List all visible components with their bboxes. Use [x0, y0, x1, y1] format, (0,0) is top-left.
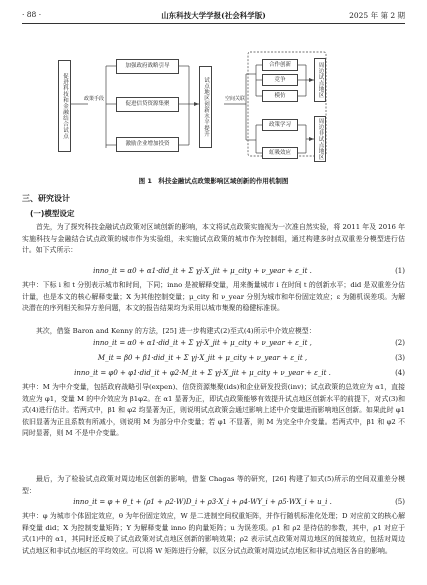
pilot-policy-box [58, 60, 71, 152]
mechanism-box-4 [262, 119, 298, 131]
mechanism-box-1 [262, 59, 298, 71]
figure-caption: 图 1 科技金融试点政策影响区域创新的作用机制图 [138, 177, 289, 185]
equation-4: inno_it = φ0 + φ1·did_it + φ2·M_it + Σ γj·X_jit + μ_city + ν_year + ε_it . [74, 369, 331, 377]
page-number: · 88 · [22, 10, 42, 19]
paragraph-1: 首先，为了探究科技金融试点政策对区域创新的影响，本文将试点政策实施视为一次准自然实验，将 2011 年及 2016 年实施科技与金融结合试点政策的城市作为实验组，未实施试点政策的城市作为控制组，通过构建多时点双重差分模型进行估计。如下式所示： [22, 223, 405, 254]
neighbor-nonpilot-box [314, 116, 326, 162]
journal-title: 山东科技大学学报(社会科学版) [161, 11, 266, 20]
policy-tool-box-3 [116, 137, 179, 152]
mechanism-box-2 [262, 74, 298, 86]
mechanism-3-label: 模仿 [274, 92, 286, 99]
equation-3: M_it = β0 + β1·did_it + Σ γj·X_jit + μ_city + ν_year + ε_it , [97, 354, 308, 362]
equation-3-number: (3) [395, 354, 405, 362]
pilot-policy-label: 促进科技和金融结合试点 [61, 73, 68, 139]
equation-2-number: (2) [395, 339, 405, 347]
mechanism-4-label: 政策学习 [268, 121, 291, 128]
mechanism-1-label: 合作创新 [268, 61, 291, 68]
mechanism-2-label: 竞争 [274, 76, 286, 83]
section-heading: 三、研究设计 [22, 194, 70, 203]
innovation-label: 试点地区创新水平提升 [202, 77, 209, 137]
equation-5-number: (5) [395, 498, 405, 506]
equation-5: inno_it = φ + θ_t + (ρ1 + ρ2·W)D_i + ρ3·X_i + ρ4·WY_i + ρ5·WX_i + u_i . [73, 498, 332, 506]
paragraph-2: 其中：下标 i 和 t 分别表示城市和时间，下同；inno 是被解释变量，用来衡量城市 i 在时间 t 的创新水平；did 是双重差分估计量，也是本文的核心解释变量；X 为其他控制变量；μ_city 和 ν_year 分别为城市和年份固定效应；ε 为随机误差项。为解决潜在的序列相关和异方差问题，本文的报告结果均为采用以城市集聚的稳健标准误。 [22, 281, 405, 312]
policy-means-label: 政策手段 [84, 96, 105, 102]
paragraph-3: 其次，借鉴 Baron and Kenny 的方法，[25] 进一步构建式(2)至式(4)所示中介效应模型： [36, 327, 316, 335]
spatial-link-label: 空间关联 [225, 96, 246, 102]
policy-tool-1-label: 加强政府战略引导 [125, 63, 170, 70]
paragraph-5: 最后，为了检验试点政策对周边地区创新的影响，借鉴 Chagas 等的研究，[26] 构建了如式(5)所示的空间双重差分模型： [22, 475, 405, 495]
neighbor-nonpilot-label: 周边非试点地区 [317, 118, 324, 160]
paragraph-6: 其中：φ 为城市个体固定效应，θ 为年份固定效应，W 是二进制空间权重矩阵，并作行随机标准化处理；D 对应前文的核心解释变量 did；X 为控制变量矩阵；Y 为解释变量 inno 的向量矩阵；u 为误差项。ρ1 和 ρ2 是待估的参数，其中，ρ1 对应于式(1)中的 α1，其同时还反映了试点政策对试点地区创新的影响效果；ρ2 表示试点政策对周边地区的间接效应，包括对周边试点地区和非试点地区的平均效应。可以将 W 矩阵进行分解，以区分试点政策对周边试点地区和非试点地区各自的影响。 [22, 512, 405, 555]
mechanism-box-5 [262, 147, 298, 159]
neighbor-pilot-label: 周边试点地区 [317, 62, 324, 98]
paragraph-4: 其中：M 为中介变量，包括政府战略引导(expen)、信贷资源集聚(ids)和企业研发投资(inv)；试点政策的总效应为 α1，直接效应为 φ1，变量 M 的中介效应为 β1φ2。在 α1 显著为正，即试点政策能够有效提升试点地区创新水平的前提下，对式(3)和式(4)进行估计。若两式中，β1 和 φ2 均显著为正，则说明试点政策会通过影响上述中介变量进而影响地区创新。如果此时 φ1 依旧显著为正且系数有所减小，则说明 M 为部分中介变量；若 φ1 不显著，则 M 为完全中介变量。若两式中，β1 和 φ2 不同时显著，则 M 不是中介变量。 [22, 383, 405, 437]
subsection-heading: (一)模型设定 [30, 209, 75, 218]
equation-1: inno_it = α0 + α1·did_it + Σ γj·X_jit + μ_city + ν_year + ε_it . [93, 267, 312, 275]
policy-tool-box-2 [116, 97, 179, 112]
mechanism-5-label: 虹吸效应 [268, 149, 291, 156]
policy-tool-3-label: 激励企业增加投资 [125, 141, 170, 148]
equation-1-number: (1) [395, 267, 405, 275]
policy-tool-box-1 [116, 59, 179, 74]
equation-4-number: (4) [395, 369, 405, 377]
neighbor-pilot-box [314, 58, 326, 102]
equation-2: inno_it = α0 + α1·did_it + Σ γj·X_jit + μ_city + ν_year + ε_it , [93, 339, 312, 347]
policy-tool-2-label: 促进信贷资源集聚 [125, 101, 170, 108]
issue-label: 2025 年 第 2 期 [349, 11, 405, 20]
innovation-box [199, 66, 212, 148]
mechanism-box-3 [262, 90, 298, 102]
